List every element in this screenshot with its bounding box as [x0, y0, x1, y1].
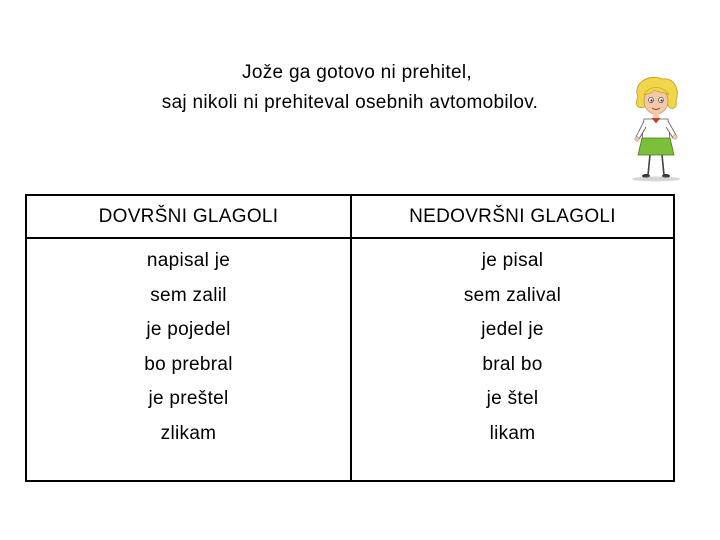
dovrsni-verb: bo prebral: [144, 353, 233, 375]
dovrsni-verb-list: [27, 244, 350, 451]
header-divider: [27, 237, 673, 239]
heading-line-1: Jože ga gotovo ni prehitel,: [242, 62, 472, 83]
dovrsni-verb: sem zalil: [150, 284, 227, 306]
verb-aspect-table: [25, 194, 675, 482]
nedovrsni-verb: jedel je: [481, 319, 544, 340]
header-dovrsni-glagoli: DOVRŠNI GLAGOLI: [98, 206, 279, 227]
nedovrsni-verb: je pisal: [481, 250, 544, 271]
dovrsni-verb: napisal je: [146, 250, 231, 271]
header-nedovrsni-glagoli: NEDOVRŠNI GLAGOLI: [409, 206, 616, 227]
nedovrsni-verb: bral bo: [482, 353, 543, 375]
cartoon-girl-illustration: [622, 75, 694, 185]
dovrsni-verb: je preštel: [148, 388, 229, 409]
heading: [0, 58, 700, 118]
dovrsni-verb: zlikam: [160, 422, 217, 444]
nedovrsni-verb-list: [352, 244, 673, 451]
nedovrsni-verb: je štel: [486, 388, 539, 409]
dovrsni-verb: je pojedel: [146, 319, 231, 340]
nedovrsni-verb: sem zalival: [463, 284, 562, 306]
heading-line-2: saj nikoli ni prehiteval osebnih avtomobilov.: [161, 92, 539, 113]
nedovrsni-verb: likam: [489, 422, 536, 444]
